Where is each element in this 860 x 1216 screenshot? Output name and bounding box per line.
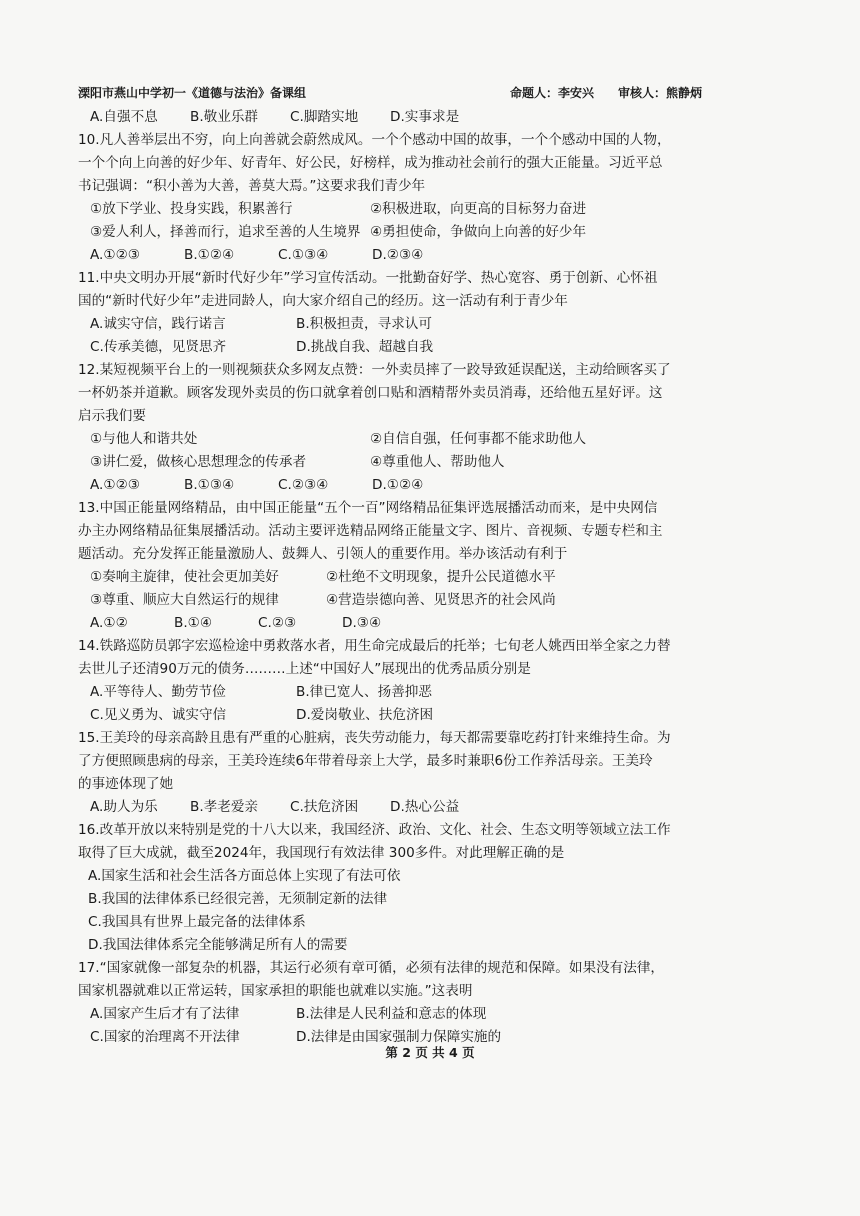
q17-stem-line: 国家机器就难以正常运转，国家承担的职能也就难以实施。”这表明: [78, 983, 473, 999]
q13-item-2: ②杜绝不文明现象，提升公民道德水平: [326, 569, 556, 585]
q16-option-a: A.国家生活和社会生活各方面总体上实现了有法可依: [88, 868, 401, 884]
q14-stem-line: 去世儿子还清90万元的债务………上述“中国好人”展现出的优秀品质分别是: [78, 661, 531, 677]
q10-stem-line: 10.凡人善举层出不穷，向上向善就会蔚然成风。一个个感动中国的故事，一个个感动中国的人物，: [78, 132, 671, 148]
q15-option-d: D.热心公益: [390, 799, 460, 815]
q11-stem-line: 国的“新时代好少年”走进同龄人，向大家介绍自己的经历。这一活动有利于青少年: [78, 293, 568, 309]
q9-option-d: D.实事求是: [390, 109, 460, 125]
q11-options: [78, 313, 778, 336]
q10-option-d: D.②③④: [372, 247, 424, 263]
q10-item-3: ③爱人利人，择善而行，追求至善的人生境界: [90, 224, 361, 240]
q9-option-a: A.自强不息: [90, 109, 158, 125]
q12-item-4: ④尊重他人、帮助他人: [370, 454, 505, 470]
q10-option-c: C.①③④: [278, 247, 329, 263]
q12-option-a: A.①②③: [90, 477, 140, 493]
q15-option-b: B.孝老爱亲: [190, 799, 259, 815]
q17-options: [78, 1003, 778, 1026]
q12-item-3: ③讲仁爱，做核心思想理念的传承者: [90, 454, 307, 470]
q12-option-b: B.①③④: [184, 477, 235, 493]
question-17: [78, 957, 778, 1049]
q13-option-a: A.①②: [90, 615, 128, 631]
question-12: [78, 359, 778, 497]
q13-stem-line: 题活动。充分发挥正能量激励人、鼓舞人、引领人的重要作用。举办该活动有利于: [78, 546, 568, 562]
q15-stem-line: 了方便照顾患病的母亲，王美玲连续6年带着母亲上大学，最多时兼职6份工作养活母亲。王美玲: [78, 753, 653, 769]
q17-stem-line: 17.“国家就像一部复杂的机器，其运行必须有章可循，必须有法律的规范和保障。如果没有法律，: [78, 960, 665, 976]
q10-option-a: A.①②③: [90, 247, 140, 263]
q16-option-d: D.我国法律体系完全能够满足所有人的需要: [88, 937, 348, 953]
q15-options: [78, 796, 778, 819]
q13-option-b: B.①④: [174, 615, 213, 631]
q12-stem-line: 启示我们要: [78, 408, 146, 424]
header-course-group: 溧阳市燕山中学初一《道德与法治》备课组: [78, 86, 307, 100]
q14-option-c: C.见义勇为、诚实守信: [90, 707, 227, 723]
q14-stem-line: 14.铁路巡防员郭字宏巡检途中勇救落水者，用生命完成最后的托举；七旬老人姚西田举全家之力替: [78, 638, 671, 654]
q13-option-d: D.③④: [342, 615, 382, 631]
q17-option-a: A.国家产生后才有了法律: [90, 1006, 240, 1022]
q16-stem-line: 取得了巨大成就，截至2024年，我国现行有效法律 300多件。对此理解正确的是: [78, 845, 565, 861]
q12-stem-line: 一杯奶茶并道歉。顾客发现外卖员的伤口就拿着创口贴和酒精帮外卖员消毒，还给他五星好评。这: [78, 385, 663, 401]
q13-stem-line: 13.中国正能量网络精品，由中国正能量“五个一百”网络精品征集评选展播活动而来，是中央网信: [78, 500, 658, 516]
q11-option-b: B.积极担责，寻求认可: [296, 316, 432, 332]
q16-option-c: C.我国具有世界上最完备的法律体系: [88, 914, 306, 930]
q11-stem-line: 11.中央文明办开展“新时代好少年”学习宣传活动。一批勤奋好学、热心宽容、勇于创新、心怀祖: [78, 270, 658, 286]
q10-stem-line: 书记强调：“积小善为大善，善莫大焉。”这要求我们青少年: [78, 178, 426, 194]
q11-option-d: D.挑战自我、超越自我: [296, 339, 434, 355]
q10-item-1: ①放下学业、投身实践，积累善行: [90, 201, 293, 217]
q13-stem-line: 办主办网络精品征集展播活动。活动主要评选精品网络正能量文字、图片、音视频、专题专栏和主: [78, 523, 663, 539]
q13-item-3: ③尊重、顺应大自然运行的规律: [90, 592, 279, 608]
q10-item-2: ②积极进取，向更高的目标努力奋进: [370, 201, 587, 217]
header-authors: 命题人：李安兴 审核人：熊静炳: [510, 86, 703, 100]
question-11: [78, 267, 778, 359]
q15-stem-line: 15.王美玲的母亲高龄且患有严重的心脏病，丧失劳动能力，每天都需要靠吃药打针来维持生命。为: [78, 730, 671, 746]
q14-options: [78, 681, 778, 704]
page-number: 第 2 页 共 4 页: [385, 1045, 475, 1060]
question-16: [78, 819, 778, 957]
questions: [78, 106, 778, 1049]
q9-option-b: B.敬业乐群: [190, 109, 259, 125]
q12-option-d: D.①②④: [372, 477, 424, 493]
q13-option-c: C.②③: [258, 615, 297, 631]
q12-item-1: ①与他人和谐共处: [90, 431, 198, 447]
q12-item-2: ②自信自强，任何事都不能求助他人: [370, 431, 587, 447]
question-14: [78, 635, 778, 727]
q12-stem-line: 12.某短视频平台上的一则视频获众多网友点赞：一外卖员摔了一跤导致延误配送，主动给顾客买了: [78, 362, 671, 378]
q9-option-c: C.脚踏实地: [290, 109, 359, 125]
q13-items: [78, 566, 778, 589]
q10-option-b: B.①②④: [184, 247, 235, 263]
q9-options: [78, 106, 778, 129]
q12-option-c: C.②③④: [278, 477, 329, 493]
q13-items: [78, 589, 778, 612]
q15-option-a: A.助人为乐: [90, 799, 158, 815]
q13-options: [78, 612, 778, 635]
question-10: [78, 129, 778, 267]
q14-option-b: B.律已宽人、扬善抑恶: [296, 684, 432, 700]
q13-item-4: ④营造崇德向善、见贤思齐的社会风尚: [326, 592, 556, 608]
q11-option-c: C.传承美德，见贤思齐: [90, 339, 227, 355]
q17-option-c: C.国家的治理离不开法律: [90, 1029, 240, 1045]
q17-option-b: B.法律是人民利益和意志的体现: [296, 1006, 487, 1022]
q16-option-b: B.我国的法律体系已经很完善，无须制定新的法律: [88, 891, 388, 907]
q17-option-d: D.法律是由国家强制力保障实施的: [296, 1029, 502, 1045]
q14-option-d: D.爱岗敬业、扶危济困: [296, 707, 434, 723]
q10-items: [78, 221, 778, 244]
q10-item-4: ④勇担使命，争做向上向善的好少年: [370, 224, 587, 240]
q12-options: [78, 474, 778, 497]
q14-options: [78, 704, 778, 727]
q10-stem-line: 一个个向上向善的好少年、好青年、好公民，好榜样，成为推动社会前行的强大正能量。习近平总: [78, 155, 663, 171]
q11-option-a: A.诚实守信，践行诺言: [90, 316, 226, 332]
q15-option-c: C.扶危济困: [290, 799, 359, 815]
q15-stem-line: 的事迹体现了她: [78, 776, 174, 792]
q11-options: [78, 336, 778, 359]
q13-item-1: ①奏响主旋律，使社会更加美好: [90, 569, 279, 585]
question-15: [78, 727, 778, 819]
q10-items: [78, 198, 778, 221]
q10-options: [78, 244, 778, 267]
q16-stem-line: 16.改革开放以来特别是党的十八大以来，我国经济、政治、文化、社会、生态文明等领域立法工作: [78, 822, 671, 838]
q14-option-a: A.平等待人、勤劳节俭: [90, 684, 226, 700]
q12-items: [78, 451, 778, 474]
question-13: [78, 497, 778, 635]
q12-items: [78, 428, 778, 451]
